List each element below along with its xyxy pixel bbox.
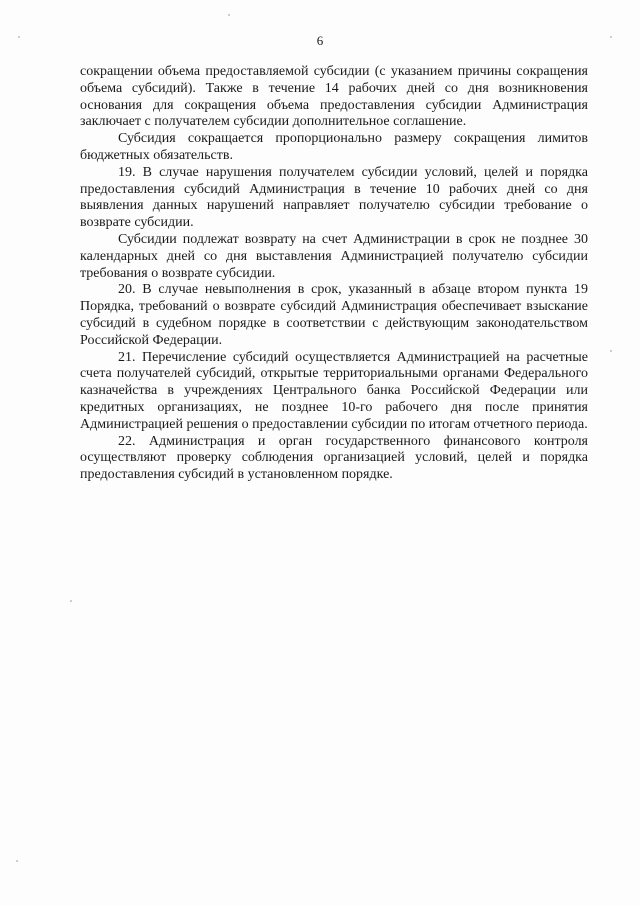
paragraph-clause-21: 21. Перечисление субсидий осуществляется Администрацией на расчетные счета получателей субсидий, открытые территориальными органами Федерального казначейства в учреждениях Центрального банка Российской Федерации или кредитных организациях, не позднее 10-го рабочего дня после принятия Администрацией решения о предоставлении субсидии по итогам отчетного периода. [80,349,588,432]
paragraph-subsidy-reduction: Субсидия сокращается пропорционально размеру сокращения лимитов бюджетных обязательств. [80,131,588,163]
document-body [80,64,588,484]
paragraph-clause-19: 19. В случае нарушения получателем субсидии условий, целей и порядка предоставления субсидий Администрация в течение 10 рабочих дней со дня выявления данных нарушений направляет получателю субсидии требование о возврате субсидии. [80,164,588,231]
scan-speck [18,36,20,38]
scan-speck [70,600,72,602]
paragraph-continuation: сокращении объема предоставляемой субсидии (с указанием причины сокращения объема субсидий). Также в течение 14 рабочих дней со дня возникновения основания для сокращения объема предоставления субсидии Администрация заключает с получателем субсидии дополнительное соглашение. [80,64,588,130]
scan-speck [16,860,18,862]
scan-speck [228,14,230,16]
paragraph-refund-term: Субсидии подлежат возврату на счет Администрации в срок не позднее 30 календарных дней со дня выставления Администрацией получателю субсидии требования о возврате субсидии. [80,231,588,281]
paragraph-clause-22: 22. Администрация и орган государственного финансового контроля осуществляют проверку соблюдения организацией условий, целей и порядка предоставления субсидий в установленном порядке. [80,433,588,483]
paragraph-clause-20: 20. В случае невыполнения в срок, указанный в абзаце втором пункта 19 Порядка, требований о возврате субсидий Администрация обеспечивает взыскание субсидий в судебном порядке в соответствии с действующим законодательством Российской Федерации. [80,282,588,348]
scan-speck [610,350,612,352]
page-number: 6 [316,33,324,48]
scan-speck [610,36,612,38]
